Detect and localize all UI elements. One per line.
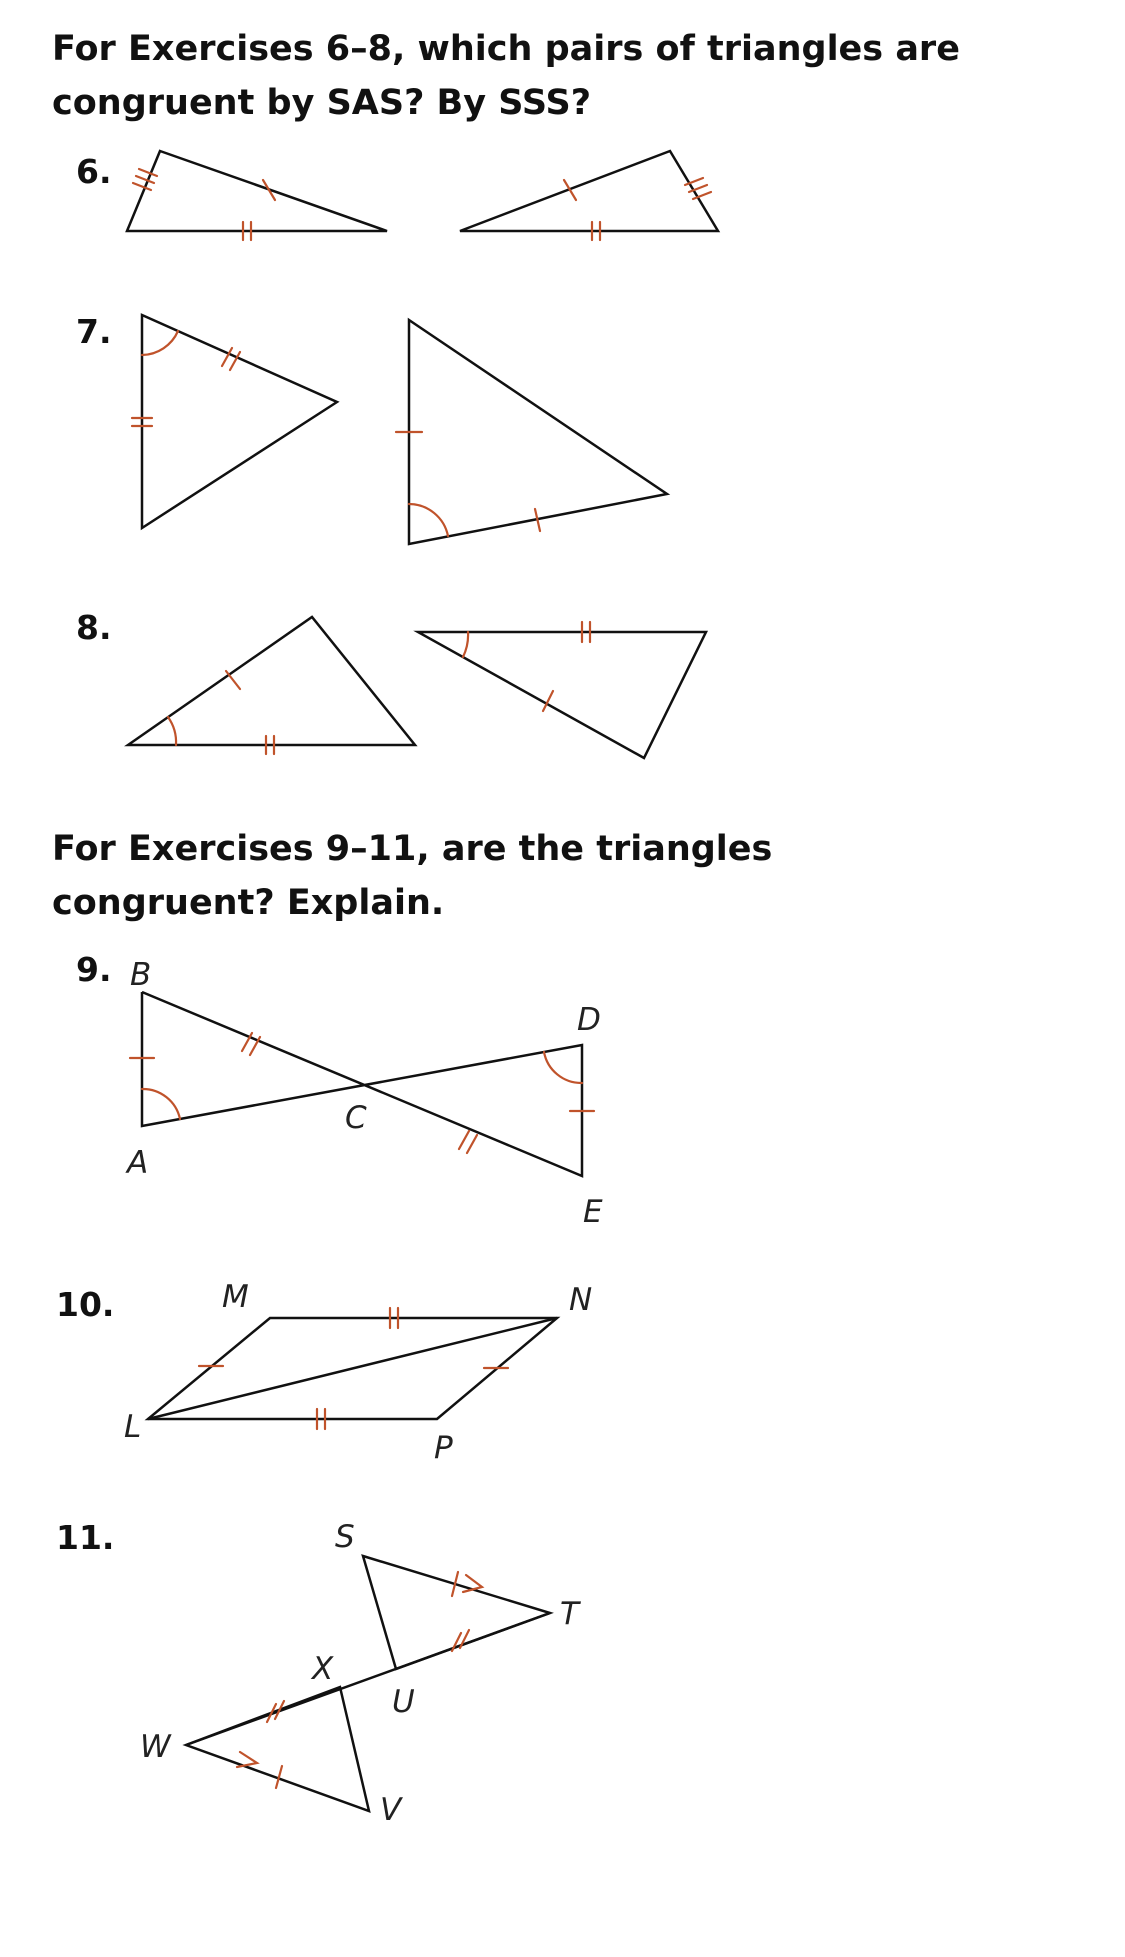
vertex-label-t: T [560,1596,579,1632]
triangle-stu [363,1556,550,1669]
vertex-label-x: X [312,1651,334,1687]
exercise-number-11: 11. [56,1518,115,1557]
exercise-number-10: 10. [56,1285,115,1324]
triangle-wxv [186,1687,369,1811]
vertex-label-s: S [335,1519,355,1555]
vertex-label-m: M [222,1279,249,1315]
vertex-label-p: P [434,1430,453,1466]
heading-line: congruent? Explain. [52,883,445,923]
vertex-label-v: V [380,1792,402,1828]
vertex-label-b: B [130,957,152,993]
heading-line: congruent by SAS? By SSS? [52,83,592,123]
heading-line: For Exercises 9–11, are the triangles [52,829,773,869]
heading-line: For Exercises 6–8, which pairs of triangles are [52,29,960,69]
exercise-number-7: 7. [76,312,112,351]
exercise-number-8: 8. [76,608,112,647]
vertex-label-a: A [127,1145,149,1181]
vertex-label-u: U [392,1684,415,1720]
vertex-label-e: E [583,1194,603,1230]
arrow-mark [463,1575,482,1592]
vertex-label-n: N [569,1282,593,1318]
exercise-number-9: 9. [76,950,112,989]
vertex-label-w: W [140,1729,171,1765]
vertex-label-c: C [345,1100,367,1136]
vertex-label-l: L [124,1409,142,1445]
line-wt [186,1613,550,1745]
vertex-label-d: D [577,1002,601,1038]
exercise-number-6: 6. [76,152,112,191]
double-tick-mark [452,1630,469,1651]
